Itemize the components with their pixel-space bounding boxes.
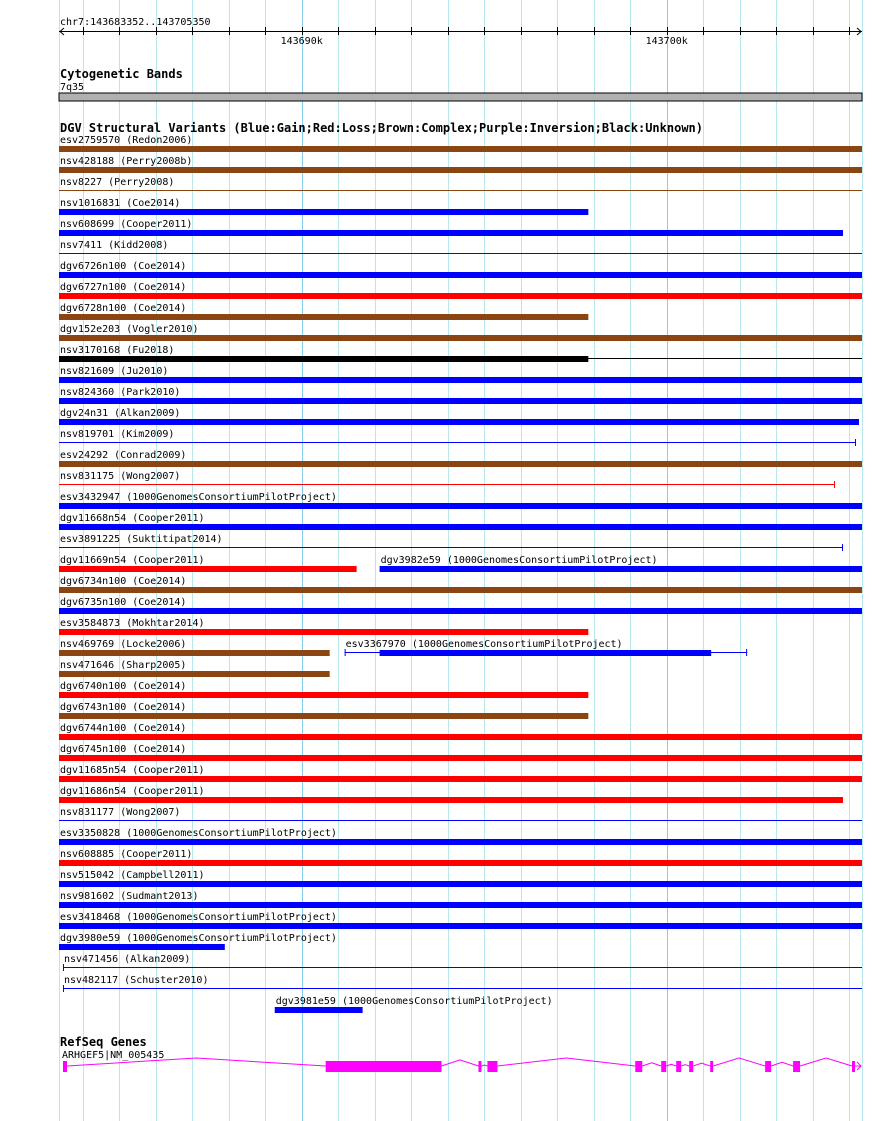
variant-bar (59, 314, 588, 320)
variant-label: dgv3980e59 (1000GenomesConsortiumPilotProject) (60, 933, 337, 944)
exon-block (765, 1061, 771, 1072)
variant-feature[interactable] (59, 723, 862, 740)
variant-bar (59, 881, 862, 887)
variant-feature[interactable] (59, 576, 862, 593)
variant-bar (59, 923, 862, 929)
variant-label: dgv24n31 (Alkan2009) (60, 408, 181, 419)
variant-label: dgv6727n100 (Coe2014) (60, 282, 187, 293)
variant-bar (59, 608, 862, 614)
exon-block (635, 1061, 642, 1072)
variant-label: esv2759570 (Redon2006) (60, 135, 193, 146)
variant-label: nsv981602 (Sudmant2013) (60, 891, 199, 902)
variant-bar (59, 839, 862, 845)
variant-feature[interactable] (59, 345, 862, 362)
variant-bar (59, 671, 330, 677)
variant-bar (59, 293, 862, 299)
variant-feature[interactable] (59, 219, 843, 236)
variant-feature[interactable] (59, 534, 843, 551)
intron-line (713, 1058, 765, 1066)
variant-label: nsv819701 (Kim2009) (60, 429, 175, 440)
variant-feature[interactable] (59, 135, 862, 152)
exon-block (710, 1061, 713, 1072)
gene-model[interactable] (63, 1058, 861, 1072)
variant-bar (59, 398, 862, 404)
variant-bar (59, 356, 588, 362)
variant-feature[interactable] (59, 765, 862, 782)
ruler-major-label: 143690k (280, 36, 323, 47)
variant-bar (59, 587, 862, 593)
variant-bar (59, 503, 862, 509)
variant-bar (59, 566, 357, 572)
variant-bar (59, 734, 862, 740)
variant-bar (59, 629, 588, 635)
variant-bar (275, 1007, 363, 1013)
variant-bar (59, 692, 588, 698)
variant-feature[interactable] (59, 828, 862, 845)
variant-label: nsv482117 (Schuster2010) (63, 975, 209, 986)
variant-feature[interactable] (59, 912, 862, 929)
variant-feature[interactable] (59, 177, 862, 191)
variant-label: nsv831175 (Wong2007) (60, 471, 181, 482)
variant-label: dgv6735n100 (Coe2014) (60, 597, 187, 608)
variant-feature[interactable] (380, 555, 862, 572)
variant-bar (59, 377, 862, 383)
variant-feature[interactable] (59, 492, 862, 509)
variant-label: nsv8227 (Perry2008) (60, 177, 175, 188)
variant-bar (59, 209, 588, 215)
variant-label: dgv6734n100 (Coe2014) (60, 576, 187, 587)
variant-feature[interactable] (59, 303, 588, 320)
variant-feature[interactable] (63, 954, 862, 971)
variant-label: nsv471646 (Sharp2005) (60, 660, 187, 671)
variant-feature[interactable] (59, 408, 859, 425)
exon-block (326, 1061, 442, 1072)
variant-bar (59, 650, 330, 656)
variant-label: nsv7411 (Kidd2008) (60, 240, 169, 251)
variant-feature[interactable] (59, 891, 862, 908)
exon-block (793, 1061, 800, 1072)
exon-block (487, 1061, 497, 1072)
variant-feature[interactable] (63, 975, 862, 992)
variant-bar (59, 272, 862, 278)
variant-feature[interactable] (59, 870, 862, 887)
variant-label: nsv428188 (Perry2008b) (60, 156, 193, 167)
variant-feature[interactable] (59, 282, 862, 299)
variant-feature[interactable] (59, 639, 330, 656)
intron-line (642, 1063, 661, 1066)
variant-label: esv3891225 (Suktitipat2014) (60, 534, 223, 545)
variant-label: dgv6740n100 (Coe2014) (60, 681, 187, 692)
variant-feature[interactable] (345, 639, 747, 656)
variant-label: nsv608699 (Cooper2011) (60, 219, 193, 230)
variant-feature[interactable] (59, 429, 856, 446)
intron-line (800, 1058, 852, 1066)
refseq-track-title: RefSeq Genes (60, 1035, 147, 1049)
variant-label: nsv1016831 (Coe2014) (60, 198, 181, 209)
variant-label: dgv6745n100 (Coe2014) (60, 744, 187, 755)
variant-bar (59, 461, 862, 467)
variant-feature[interactable] (59, 261, 862, 278)
variant-feature[interactable] (59, 807, 862, 821)
variant-label: dgv6744n100 (Coe2014) (60, 723, 187, 734)
variant-bar (59, 797, 843, 803)
ruler[interactable] (59, 27, 862, 47)
variant-feature[interactable] (59, 660, 330, 677)
variant-label: nsv515042 (Campbell2011) (60, 870, 205, 881)
variant-feature[interactable] (59, 366, 862, 383)
intron-line (442, 1060, 479, 1066)
exon-block (478, 1061, 481, 1072)
variant-feature[interactable] (59, 450, 862, 467)
dgv-variants (59, 135, 862, 1013)
cytoband-track-title: Cytogenetic Bands (60, 67, 183, 81)
intron-line (771, 1062, 793, 1066)
ruler-major-label: 143700k (645, 36, 688, 47)
variant-label: dgv6728n100 (Coe2014) (60, 303, 187, 314)
cytoband-bar[interactable] (59, 93, 862, 101)
intron-line (681, 1065, 689, 1066)
variant-bar (59, 335, 862, 341)
variant-bar (59, 755, 862, 761)
exon-block (852, 1061, 855, 1072)
variant-feature[interactable] (59, 387, 862, 404)
variant-label: dgv152e203 (Vogler2010) (60, 324, 199, 335)
exon-block (689, 1061, 693, 1072)
variant-label: nsv824360 (Park2010) (60, 387, 181, 398)
variant-bar (59, 944, 225, 950)
variant-feature[interactable] (59, 471, 835, 488)
exon-block (63, 1061, 67, 1072)
region-label: chr7:143683352..143705350 (60, 17, 211, 28)
variant-bar (59, 146, 862, 152)
variant-label: dgv11669n54 (Cooper2011) (60, 555, 205, 566)
variant-label: esv3350828 (1000GenomesConsortiumPilotProject) (60, 828, 337, 839)
variant-bar (380, 566, 862, 572)
variant-label: esv24292 (Conrad2009) (60, 450, 187, 461)
variant-feature[interactable] (59, 324, 862, 341)
exon-block (676, 1061, 681, 1072)
variant-label: esv3432947 (1000GenomesConsortiumPilotProject) (60, 492, 337, 503)
variant-feature[interactable] (59, 681, 588, 698)
variant-label: dgv3982e59 (1000GenomesConsortiumPilotProject) (380, 555, 658, 566)
variant-label: nsv471456 (Alkan2009) (63, 954, 191, 965)
variant-label: esv3418468 (1000GenomesConsortiumPilotProject) (60, 912, 337, 923)
variant-label: dgv11686n54 (Cooper2011) (60, 786, 205, 797)
variant-bar (59, 524, 862, 530)
variant-label: dgv11668n54 (Cooper2011) (60, 513, 205, 524)
variant-label: dgv6743n100 (Coe2014) (60, 702, 187, 713)
variant-bar (59, 902, 862, 908)
variant-bar (59, 230, 843, 236)
variant-bar (380, 650, 712, 656)
variant-feature[interactable] (59, 240, 862, 254)
variant-feature[interactable] (59, 618, 588, 635)
variant-feature[interactable] (59, 198, 588, 215)
variant-label: nsv821609 (Ju2010) (60, 366, 169, 377)
variant-label: esv3584873 (Mokhtar2014) (60, 618, 205, 629)
variant-label: dgv6726n100 (Coe2014) (60, 261, 187, 272)
gene-label: ARHGEF5|NM_005435 (62, 1050, 165, 1061)
variant-feature[interactable] (275, 996, 553, 1013)
variant-feature[interactable] (59, 513, 862, 530)
variant-label: nsv469769 (Locke2006) (60, 639, 187, 650)
variant-feature[interactable] (59, 933, 337, 950)
intron-line (497, 1058, 635, 1066)
variant-bar (59, 776, 862, 782)
variant-bar (59, 167, 862, 173)
variant-feature[interactable] (59, 849, 862, 866)
variant-label: nsv831177 (Wong2007) (60, 807, 181, 818)
variant-feature[interactable] (59, 786, 843, 803)
exon-block (661, 1061, 666, 1072)
variant-feature[interactable] (59, 702, 588, 719)
variant-feature[interactable] (59, 744, 862, 761)
variant-label: esv3367970 (1000GenomesConsortiumPilotProject) (345, 639, 623, 650)
variant-bar (59, 419, 859, 425)
variant-bar (59, 860, 862, 866)
dgv-track-title: DGV Structural Variants (Blue:Gain;Red:Loss;Brown:Complex;Purple:Inversion;Black:Unknown) (60, 121, 703, 135)
variant-label: dgv3981e59 (1000GenomesConsortiumPilotProject) (275, 996, 553, 1007)
variant-feature[interactable] (59, 555, 357, 572)
intron-line (693, 1063, 710, 1066)
variant-bar (59, 713, 588, 719)
cytoband-label: 7q35 (60, 82, 85, 93)
variant-label: dgv11685n54 (Cooper2011) (60, 765, 205, 776)
variant-label: nsv3170168 (Fu2018) (60, 345, 175, 356)
variant-label: nsv608885 (Cooper2011) (60, 849, 193, 860)
variant-feature[interactable] (59, 156, 862, 173)
variant-feature[interactable] (59, 597, 862, 614)
